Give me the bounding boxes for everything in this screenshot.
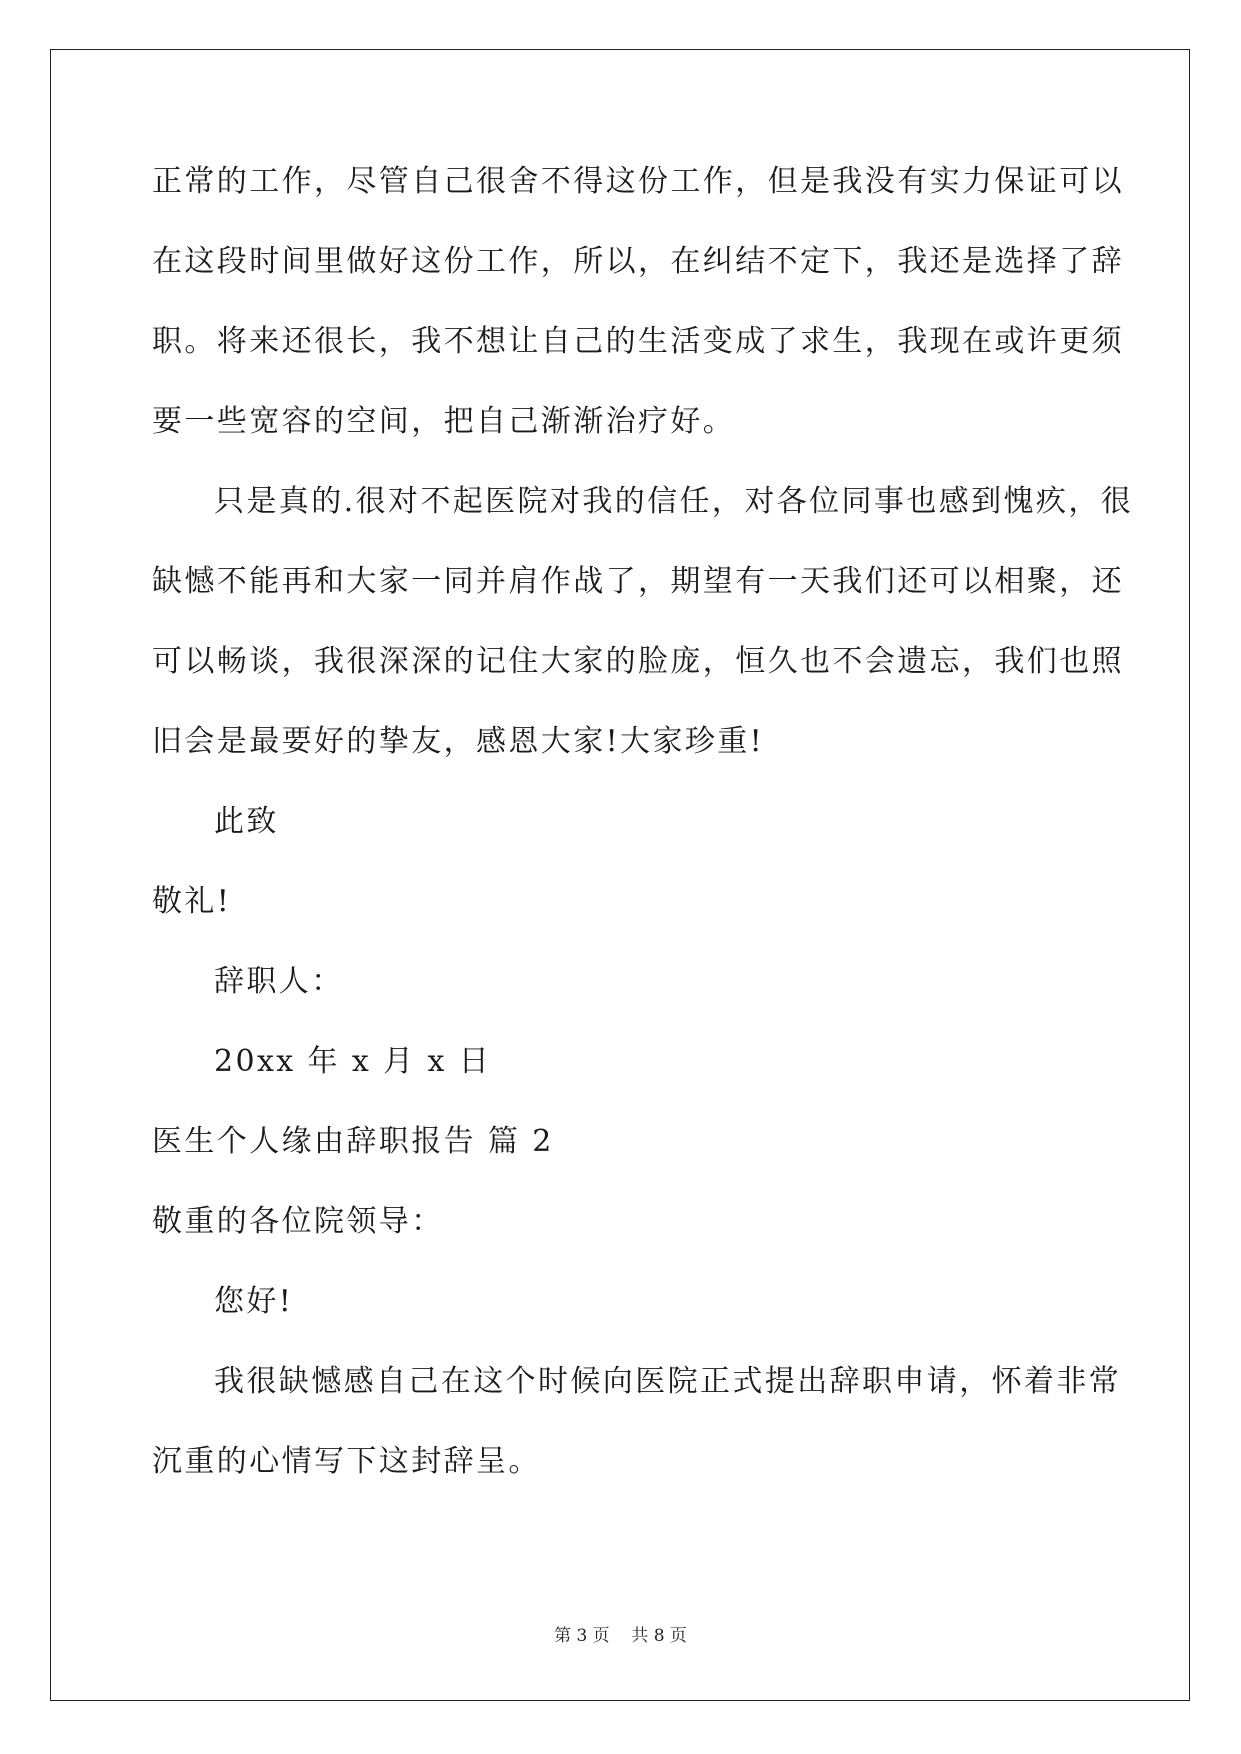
date-line: 20xx 年 x 月 x 日 [214, 1044, 492, 1079]
paragraph-line: 只是真的.很对不起医院对我的信任，对各位同事也感到愧疚，很 [214, 484, 1134, 519]
paragraph-line: 在这段时间里做好这份工作，所以，在纠结不定下，我还是选择了辞 [152, 244, 1124, 279]
closing-regards: 敬礼! [152, 884, 232, 919]
page-number-footer: 第 3 页 共 8 页 [554, 1626, 687, 1646]
paragraph-line: 旧会是最要好的挚友，感恩大家!大家珍重! [152, 724, 765, 759]
paragraph-line: 正常的工作，尽管自己很舍不得这份工作，但是我没有实力保证可以 [152, 164, 1124, 199]
paragraph-line: 缺憾不能再和大家一同并肩作战了，期望有一天我们还可以相聚，还 [152, 564, 1124, 599]
signature-label: 辞职人： [214, 964, 344, 999]
section-title: 医生个人缘由辞职报告 篇 2 [152, 1124, 554, 1159]
paragraph-line: 职。将来还很长，我不想让自己的生活变成了求生，我现在或许更须 [152, 324, 1124, 359]
paragraph-line: 我很缺憾感自己在这个时候向医院正式提出辞职申请，怀着非常 [214, 1364, 1122, 1399]
greeting: 您好! [214, 1284, 294, 1319]
paragraph-line: 要一些宽容的空间，把自己渐渐治疗好。 [152, 404, 736, 439]
paragraph-line: 沉重的心情写下这封辞呈。 [152, 1444, 541, 1479]
greeting-recipient: 敬重的各位院领导： [152, 1204, 444, 1239]
closing-salutation: 此致 [214, 804, 279, 839]
paragraph-line: 可以畅谈，我很深深的记住大家的脸庞，恒久也不会遗忘，我们也照 [152, 644, 1124, 679]
